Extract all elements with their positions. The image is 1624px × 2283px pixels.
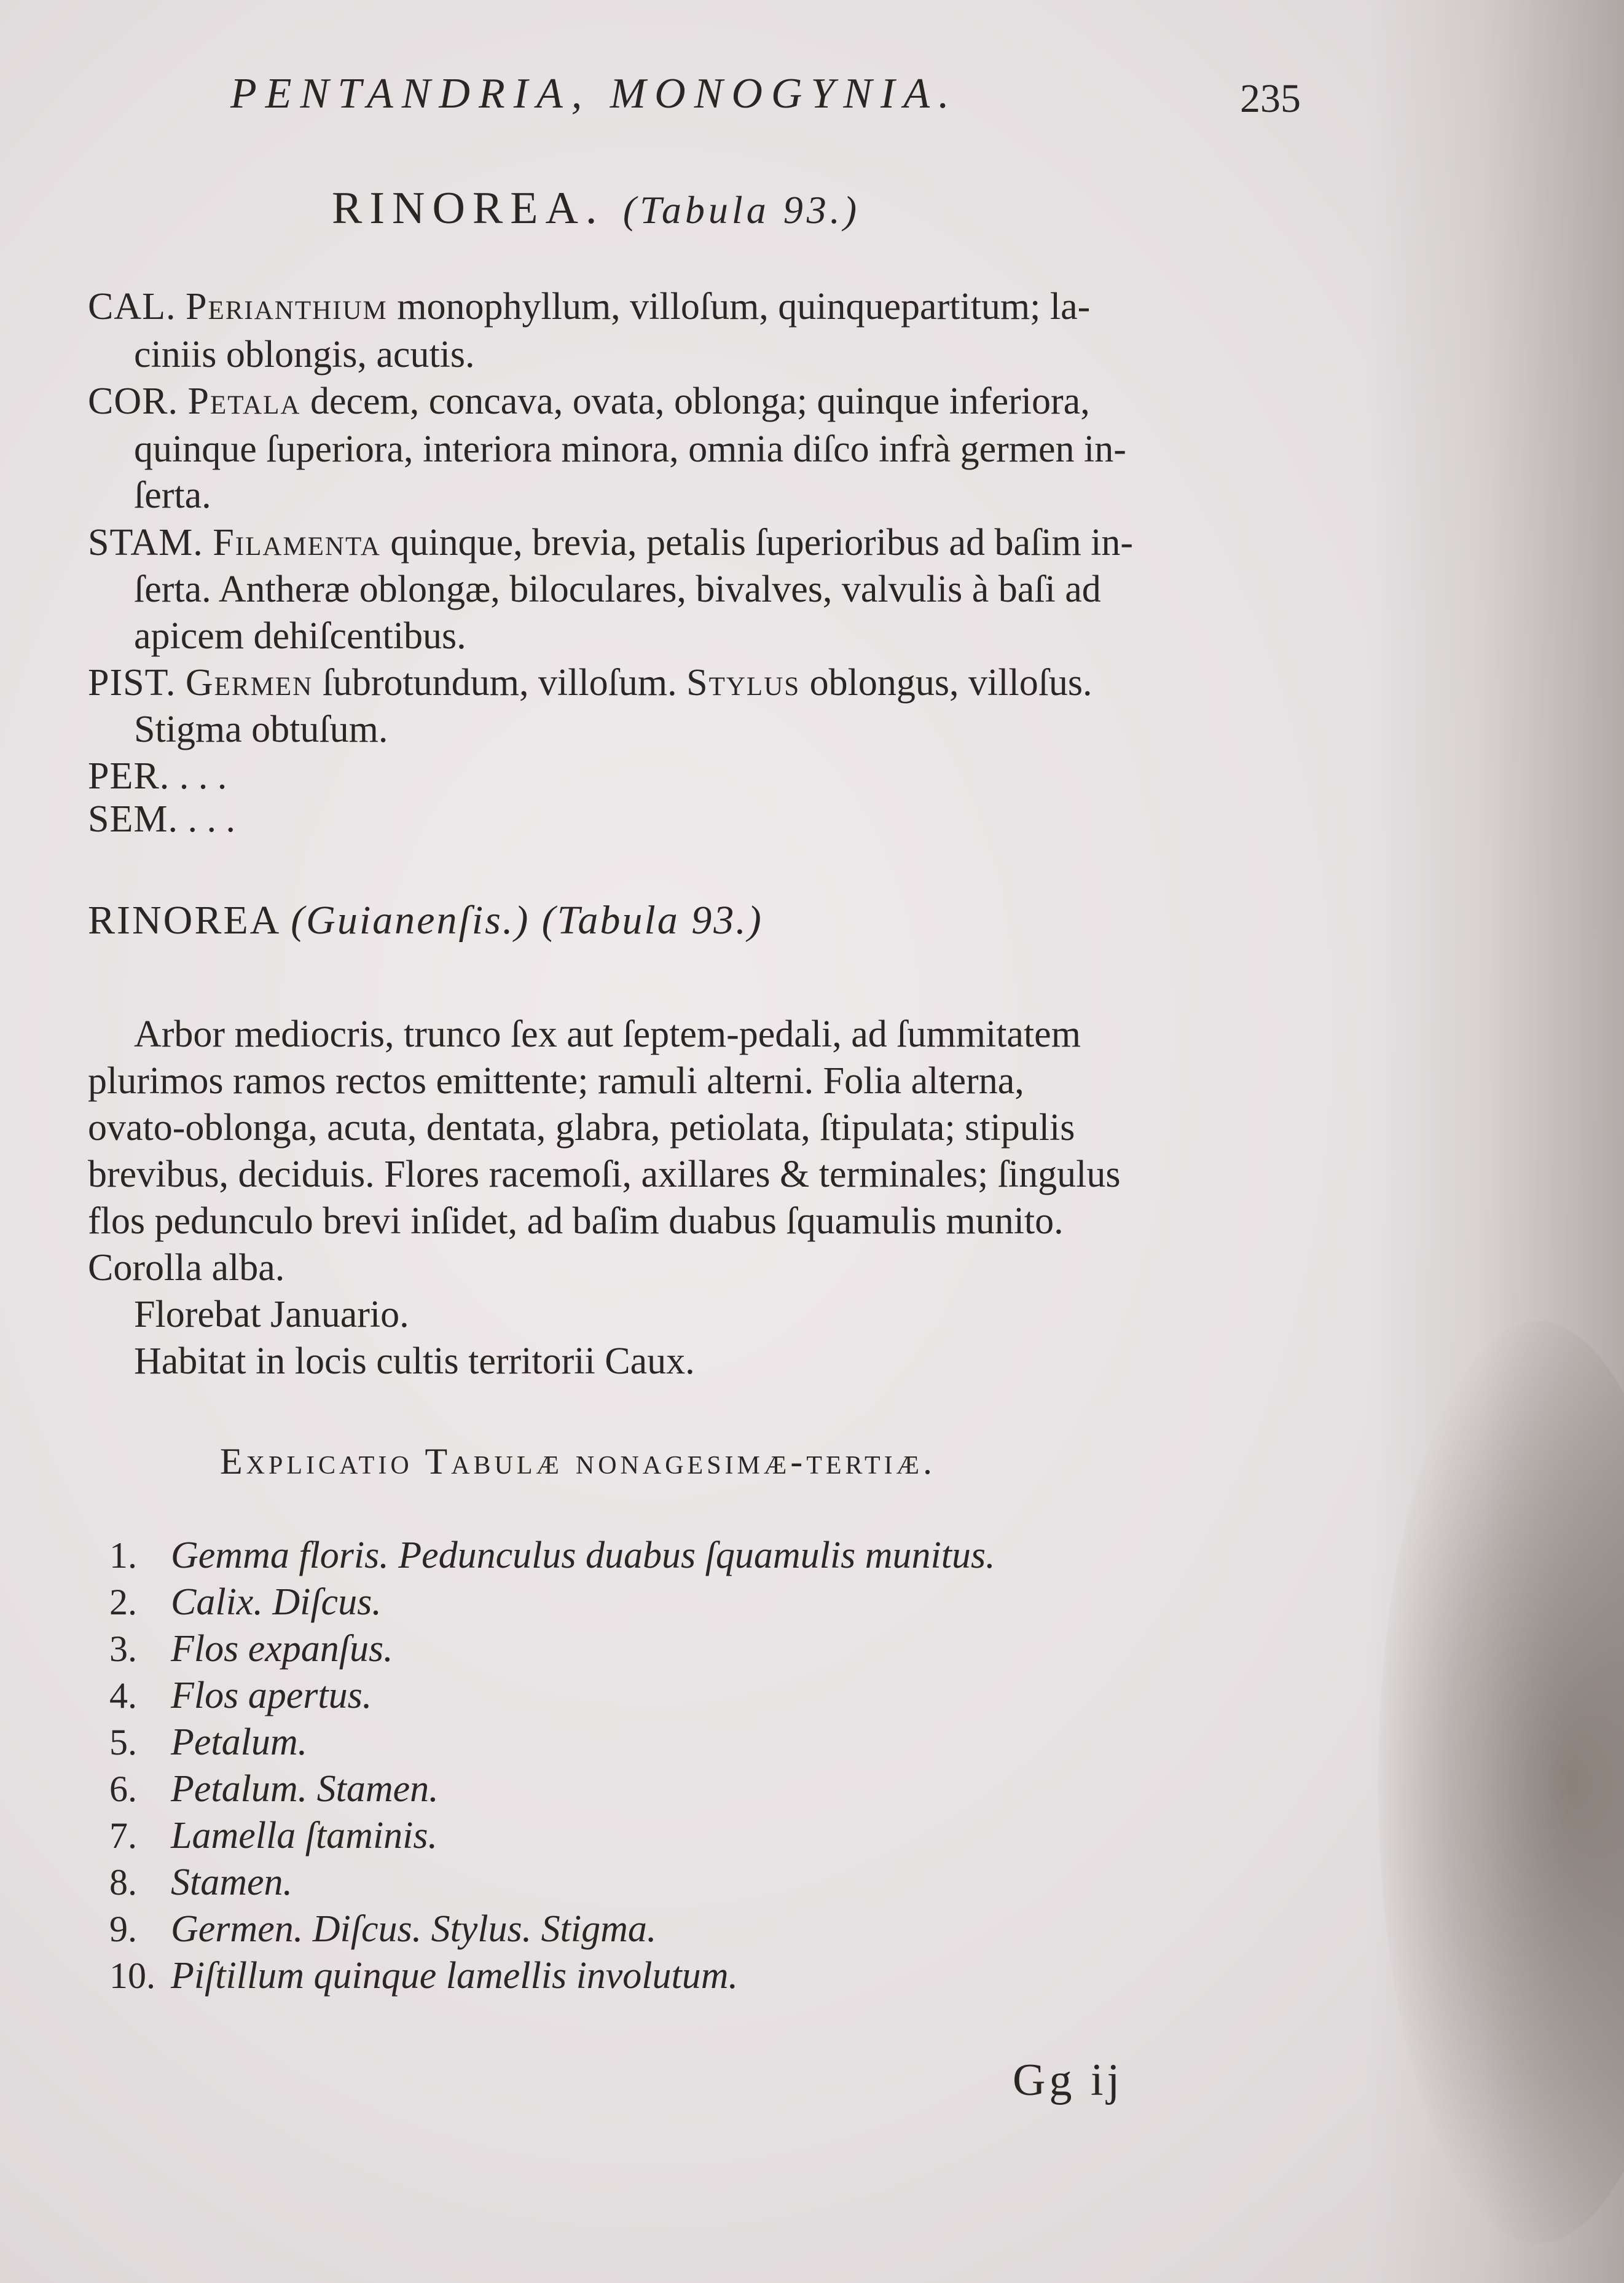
figure-item bbox=[109, 1723, 307, 1761]
figure-number: 5. bbox=[109, 1722, 137, 1762]
character-continuation: ſerta. Antheræ oblongæ, biloculares, bivalves, valvulis à baſi ad bbox=[134, 568, 1101, 610]
description-line: Arbor mediocris, trunco ſex aut ſeptem-pedali, ad ſummitatem bbox=[134, 1013, 1081, 1055]
figure-caption: Stamen. bbox=[171, 1861, 293, 1903]
character-term: Filamenta bbox=[213, 522, 381, 564]
description-line: flos pedunculo brevi inſidet, ad baſim duabus ſquamulis munito. bbox=[88, 1200, 1064, 1242]
character-label: SEM. bbox=[88, 798, 178, 840]
character-label: CAL. bbox=[88, 286, 176, 328]
species-name: RINOREA bbox=[88, 898, 279, 943]
character-term: Germen bbox=[185, 662, 313, 704]
character-text: oblongus, villoſus. bbox=[800, 662, 1092, 704]
running-head: PENTANDRIA, MONOGYNIA. bbox=[230, 70, 958, 117]
character-text: decem, concava, ovata, oblonga; quinque inferiora, bbox=[300, 380, 1090, 422]
character-continuation: quinque ſuperiora, interiora minora, omnia diſco infrà germen in- bbox=[134, 428, 1126, 470]
character-cal bbox=[88, 288, 1090, 326]
figure-item bbox=[109, 1676, 372, 1715]
character-label: STAM. bbox=[88, 522, 203, 564]
character-term: Perianthium bbox=[186, 286, 388, 328]
genus-title bbox=[332, 183, 861, 234]
figure-caption: Gemma floris. Pedunculus duabus ſquamulis munitus. bbox=[171, 1534, 995, 1576]
character-label: PER. bbox=[88, 755, 170, 797]
figure-item bbox=[109, 1817, 437, 1855]
character-text: monophyllum, villoſum, quinquepartitum; la- bbox=[387, 286, 1091, 328]
genus-tabula: (Tabula 93.) bbox=[622, 188, 861, 232]
character-label: COR. bbox=[88, 380, 178, 422]
character-label: PIST. bbox=[88, 662, 176, 704]
figure-number: 8. bbox=[109, 1862, 137, 1903]
figure-item bbox=[109, 1536, 995, 1574]
character-text: . . . bbox=[178, 798, 235, 840]
figure-number: 3. bbox=[109, 1629, 137, 1669]
character-text: . . . bbox=[170, 755, 227, 797]
character-text: quinque, brevia, petalis ſuperioribus ad baſim in- bbox=[380, 522, 1134, 564]
character-term: Stylus bbox=[686, 662, 801, 704]
figure-item bbox=[109, 1630, 393, 1668]
figure-caption: Lamella ſtaminis. bbox=[171, 1815, 438, 1857]
figure-caption: Petalum. bbox=[171, 1721, 308, 1763]
genus-name: RINOREA. bbox=[332, 183, 605, 234]
figure-caption: Calix. Diſcus. bbox=[171, 1581, 382, 1623]
figure-caption: Piſtillum quinque lamellis involutum. bbox=[171, 1955, 739, 1997]
description-line: brevibus, deciduis. Flores racemoſi, axillares & terminales; ſingulus bbox=[88, 1153, 1121, 1195]
figure-item bbox=[109, 1770, 439, 1808]
figure-caption: Petalum. Stamen. bbox=[171, 1768, 439, 1810]
character-cor bbox=[88, 382, 1090, 420]
page-number: 235 bbox=[1240, 76, 1301, 121]
character-continuation: Stigma obtuſum. bbox=[134, 709, 388, 750]
character-stam bbox=[88, 524, 1133, 562]
character-continuation: ſerta. bbox=[134, 474, 211, 516]
note-line: Habitat in locis cultis territorii Caux. bbox=[134, 1340, 695, 1382]
figure-number: 4. bbox=[109, 1675, 137, 1716]
figure-number: 9. bbox=[109, 1909, 137, 1949]
species-title bbox=[88, 900, 763, 941]
character-term: Petala bbox=[187, 380, 301, 422]
note-line: Florebat Januario. bbox=[134, 1294, 409, 1335]
species-epithet: (Guianenſis.) bbox=[291, 898, 530, 943]
figure-item bbox=[109, 1910, 656, 1948]
description-line: ovato-oblonga, acuta, dentata, glabra, petiolata, ſtipulata; stipulis bbox=[88, 1107, 1075, 1149]
figure-caption: Flos apertus. bbox=[171, 1675, 372, 1716]
description-line: plurimos ramos rectos emittente; ramuli alterni. Folia alterna, bbox=[88, 1060, 1024, 1102]
figure-caption: Flos expanſus. bbox=[171, 1628, 393, 1670]
character-continuation: apicem dehiſcentibus. bbox=[134, 615, 466, 657]
figure-item bbox=[109, 1583, 382, 1621]
character-text: ſubrotundum, villoſum. bbox=[313, 662, 687, 704]
species-tabula: (Tabula 93.) bbox=[541, 898, 763, 943]
figure-number: 2. bbox=[109, 1582, 137, 1622]
explicatio-title: Explicatio Tabulæ nonagesimæ-tertiæ. bbox=[220, 1441, 936, 1482]
description-line: Corolla alba. bbox=[88, 1247, 285, 1289]
character-pist bbox=[88, 664, 1092, 702]
figure-number: 7. bbox=[109, 1815, 137, 1856]
character-continuation: ciniis oblongis, acutis. bbox=[134, 334, 475, 375]
figure-caption: Germen. Diſcus. Stylus. Stigma. bbox=[171, 1908, 657, 1950]
figure-number: 10. bbox=[109, 1955, 155, 1996]
figure-number: 6. bbox=[109, 1769, 137, 1809]
character-sem bbox=[88, 800, 235, 838]
figure-item bbox=[109, 1957, 738, 1995]
character-per bbox=[88, 757, 227, 795]
signature-mark: Gg ij bbox=[1013, 2055, 1124, 2105]
figure-item bbox=[109, 1863, 292, 1901]
figure-number: 1. bbox=[109, 1535, 137, 1576]
